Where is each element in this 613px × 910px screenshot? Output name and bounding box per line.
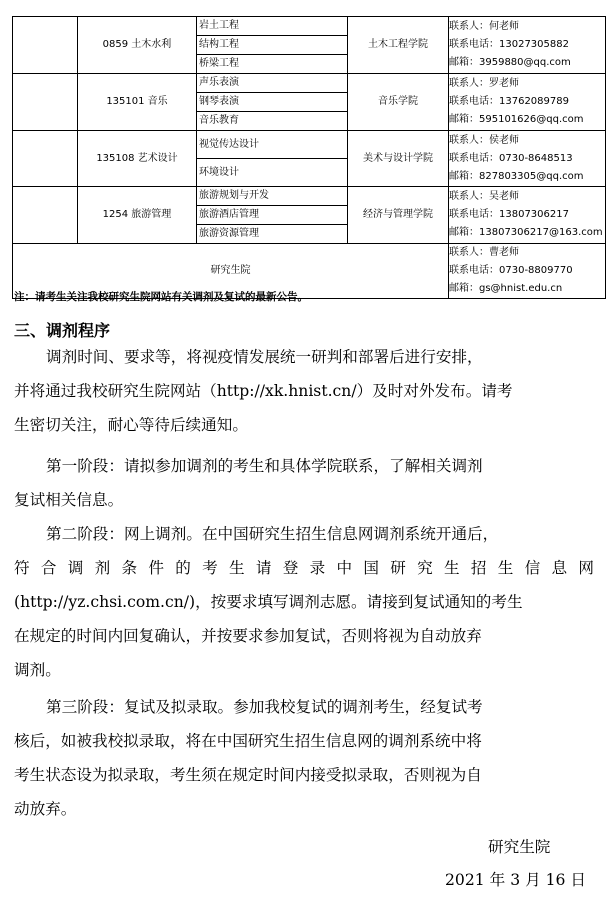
- text-line: 第一阶段：请拟参加调剂的考生和具体学院联系，了解相关调剂: [46, 457, 483, 475]
- table-cell-blank: [13, 131, 78, 187]
- institution-cell: 研究生院: [13, 244, 449, 299]
- text-line: 第二阶段：网上调剂。在中国研究生招生信息网调剂系统开通后，: [46, 525, 499, 543]
- text-line: 第三阶段：复试及拟录取。参加我校复试的调剂考生，经复试考: [46, 698, 483, 716]
- table-row: [13, 74, 606, 131]
- table-row: [13, 17, 606, 74]
- contact-phone: 联系电话：13027305882: [449, 39, 569, 50]
- text-line: 符合调剂条件的考生请登录中国研究生招生信息网: [14, 559, 594, 577]
- text-line: 调剂。: [14, 661, 61, 679]
- program-cell: 135108 艺术设计: [78, 131, 197, 187]
- directions-cell: [197, 131, 348, 187]
- paragraph-stage-three: [14, 690, 594, 826]
- contact-person: 联系人：曹老师: [449, 247, 519, 258]
- contact-phone: 联系电话：0730-8648513: [449, 152, 573, 164]
- direction-item: 声乐表演: [197, 74, 347, 93]
- text-line: 考生状态设为拟录取，考生须在规定时间内接受拟录取，否则视为自: [14, 766, 482, 784]
- college-cell: 经济与管理学院: [348, 187, 449, 244]
- contact-person: 联系人：何老师: [449, 21, 519, 32]
- table-cell-blank: [13, 74, 78, 131]
- text-line: 动放弃。: [14, 800, 77, 818]
- directions-cell: [197, 187, 348, 244]
- direction-item: 结构工程: [197, 36, 347, 55]
- section-title: 三、调剂程序: [14, 321, 111, 340]
- contact-email: 邮箱：595101626@qq.com: [449, 114, 584, 125]
- direction-item: 桥梁工程: [199, 58, 239, 69]
- text-line: 生密切关注，耐心等待后续通知。: [14, 416, 248, 434]
- contact-email: 邮箱：13807306217@163.com: [449, 227, 603, 238]
- paragraph-stage-one: [14, 449, 594, 517]
- program-cell: 0859 土木水利: [78, 17, 197, 74]
- table-cell-blank: [13, 17, 78, 74]
- contact-email: 邮箱：3959880@qq.com: [449, 57, 571, 68]
- college-cell: 音乐学院: [348, 74, 449, 131]
- contact-person: 联系人：侯老师: [449, 134, 519, 146]
- directions-cell: [197, 17, 348, 74]
- contact-phone: 联系电话：13762089789: [449, 96, 569, 107]
- contact-person: 联系人：吴老师: [449, 191, 519, 202]
- paragraph-timing: [14, 340, 594, 442]
- text-line: (http://yz.chsi.com.cn/)，按要求填写调剂志愿。请接到复试通知的考生: [14, 593, 523, 611]
- direction-item: 环境设计: [199, 167, 239, 178]
- contact-cell: [449, 131, 606, 187]
- adjustment-table: [12, 16, 606, 299]
- direction-item: 旅游资源管理: [199, 228, 259, 239]
- table-row: [13, 187, 606, 244]
- program-cell: 135101 音乐: [78, 74, 197, 131]
- contact-cell: [449, 244, 606, 299]
- direction-item: 岩土工程: [197, 17, 347, 36]
- direction-item: 旅游规划与开发: [197, 187, 347, 206]
- college-cell: 美术与设计学院: [348, 131, 449, 187]
- text-line: 调剂时间、要求等，将视疫情发展统一研判和部署后进行安排，: [46, 348, 483, 366]
- directions-cell: [197, 74, 348, 131]
- text-line: 并将通过我校研究生院网站（http://xk.hnist.cn/）及时对外发布。请考: [14, 382, 513, 400]
- contact-phone: 联系电话：0730-8809770: [449, 265, 573, 276]
- college-cell: 土木工程学院: [348, 17, 449, 74]
- text-line: 核后，如被我校拟录取，将在中国研究生招生信息网的调剂系统中将: [14, 732, 482, 750]
- direction-item: 音乐教育: [199, 115, 239, 126]
- table-note: 注：请考生关注我校研究生院网站有关调剂及复试的最新公告。: [14, 291, 308, 303]
- table-row: [13, 131, 606, 187]
- contact-person: 联系人：罗老师: [449, 78, 519, 89]
- direction-item: 旅游酒店管理: [197, 206, 347, 225]
- signature-date: 2021 年 3 月 16 日: [445, 871, 587, 889]
- table-cell-blank: [13, 187, 78, 244]
- text-line: 复试相关信息。: [14, 491, 124, 509]
- program-cell: 1254 旅游管理: [78, 187, 197, 244]
- direction-item: 钢琴表演: [197, 93, 347, 112]
- contact-email: 邮箱：827803305@qq.com: [449, 170, 584, 182]
- text-line: 在规定的时间内回复确认，并按要求参加复试，否则将视为自动放弃: [14, 627, 482, 645]
- contact-email: 邮箱：gs@hnist.edu.cn: [449, 283, 563, 294]
- paragraph-stage-two: [14, 517, 594, 687]
- direction-item: 视觉传达设计: [197, 131, 347, 159]
- contact-cell: [449, 17, 606, 74]
- contact-phone: 联系电话：13807306217: [449, 209, 569, 220]
- contact-cell: [449, 187, 606, 244]
- contact-cell: [449, 74, 606, 131]
- signature-office: 研究生院: [488, 838, 551, 856]
